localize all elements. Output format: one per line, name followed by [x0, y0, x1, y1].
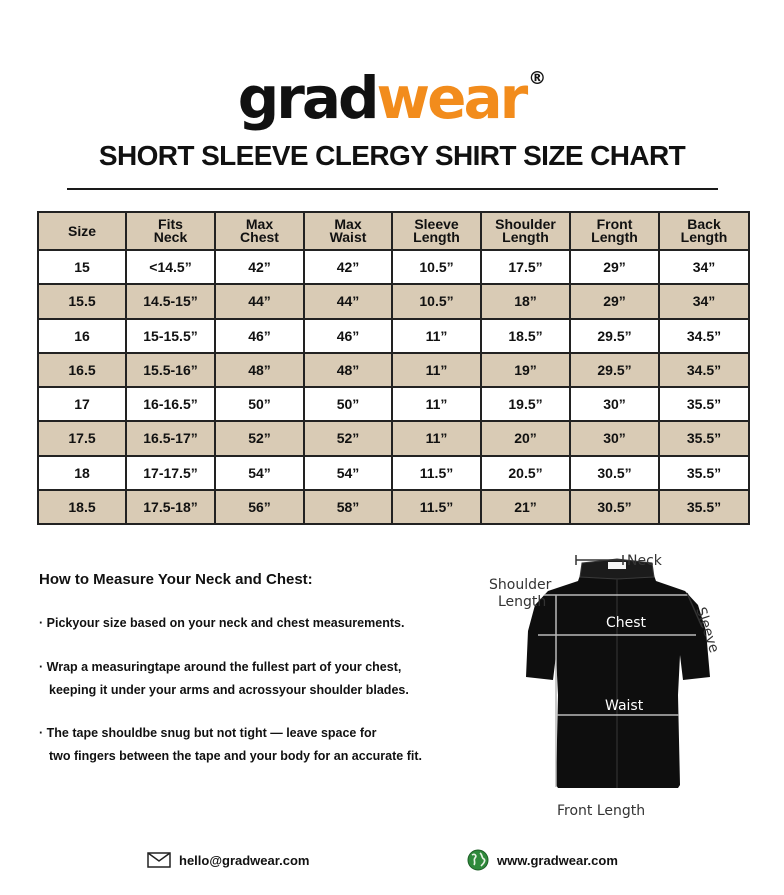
table-row	[38, 490, 749, 524]
table-cell: 17	[38, 387, 126, 421]
table-cell: 15	[38, 250, 126, 284]
page-title: SHORT SLEEVE CLERGY SHIRT SIZE CHART	[98, 140, 686, 171]
tip-line: · Pickyour size based on your neck and chest measurements.	[39, 616, 405, 630]
chest-label: Chest	[606, 615, 647, 631]
table-cell: 30.5”	[570, 490, 659, 524]
table-row	[38, 456, 749, 490]
table-row	[38, 387, 749, 421]
table-row	[38, 421, 749, 455]
table-cell: 48”	[304, 353, 392, 387]
table-cell: 15-15.5”	[126, 319, 215, 353]
header-fits-neck: Fits Neck	[126, 212, 215, 250]
table-cell: 30.5”	[570, 456, 659, 490]
header-front-length: Front Length	[570, 212, 659, 250]
tip-line: keeping it under your arms and acrossyour shoulder blades.	[49, 683, 409, 697]
table-cell: 48”	[215, 353, 304, 387]
header-back-length: Back Length	[659, 212, 749, 250]
tip-line: · The tape shouldbe snug but not tight — leave space for	[39, 726, 377, 740]
table-cell: 17.5”	[481, 250, 570, 284]
table-cell: 16.5	[38, 353, 126, 387]
front-length-label: Front Length	[557, 803, 646, 819]
table-cell: 46”	[215, 319, 304, 353]
measure-tip-1	[39, 612, 459, 635]
table-cell: 34”	[659, 250, 749, 284]
table-cell: 17.5	[38, 421, 126, 455]
tip-line: · Wrap a measuringtape around the fullest part of your chest,	[39, 660, 402, 674]
table-cell: 11.5”	[392, 490, 481, 524]
table-cell: 29.5”	[570, 319, 659, 353]
website-text[interactable]: www.gradwear.com	[497, 852, 618, 868]
logo-part-grad: grad	[237, 64, 377, 132]
header-shoulder-length: Shoulder Length	[481, 212, 570, 250]
table-cell: 35.5”	[659, 490, 749, 524]
table-cell: 18.5”	[481, 319, 570, 353]
table-cell: 35.5”	[659, 421, 749, 455]
table-cell: 35.5”	[659, 456, 749, 490]
table-cell: 17-17.5”	[126, 456, 215, 490]
table-cell: 42”	[215, 250, 304, 284]
table-cell: 56”	[215, 490, 304, 524]
registered-mark: ®	[528, 68, 547, 89]
table-cell: 10.5”	[392, 250, 481, 284]
measure-tip-2	[39, 656, 459, 702]
table-cell: 16-16.5”	[126, 387, 215, 421]
table-cell: 29”	[570, 250, 659, 284]
measure-tip-3	[39, 722, 459, 768]
table-row	[38, 250, 749, 284]
size-chart-table	[37, 211, 750, 525]
table-cell: 11”	[392, 421, 481, 455]
header-sleeve-length: Sleeve Length	[392, 212, 481, 250]
table-cell: 18.5	[38, 490, 126, 524]
table-cell: 42”	[304, 250, 392, 284]
table-cell: 30”	[570, 421, 659, 455]
shirt-illustration	[526, 567, 710, 788]
table-cell: 11”	[392, 353, 481, 387]
table-cell: 20”	[481, 421, 570, 455]
globe-icon	[467, 849, 489, 871]
table-cell: 29.5”	[570, 353, 659, 387]
table-cell: 44”	[215, 284, 304, 318]
table-cell: 52”	[215, 421, 304, 455]
table-row	[38, 353, 749, 387]
table-cell: 44”	[304, 284, 392, 318]
table-cell: 30”	[570, 387, 659, 421]
brand-logo	[0, 44, 784, 133]
table-cell: <14.5”	[126, 250, 215, 284]
table-cell: 18”	[481, 284, 570, 318]
table-row	[38, 319, 749, 353]
shoulder-label-2: Length	[498, 594, 547, 610]
table-cell: 20.5”	[481, 456, 570, 490]
header-max-waist: Max Waist	[304, 212, 392, 250]
table-cell: 34”	[659, 284, 749, 318]
table-cell: 11.5”	[392, 456, 481, 490]
table-cell: 54”	[304, 456, 392, 490]
table-row	[38, 284, 749, 318]
header-size: Size	[38, 212, 126, 250]
table-cell: 58”	[304, 490, 392, 524]
neck-label: Neck	[627, 553, 662, 569]
footer-website[interactable]	[467, 849, 618, 871]
table-cell: 54”	[215, 456, 304, 490]
logo-part-wear: wear	[376, 64, 526, 132]
table-cell: 18	[38, 456, 126, 490]
title-divider	[67, 188, 718, 190]
tip-line: two fingers between the tape and your body for an accurate fit.	[49, 749, 422, 763]
table-cell: 50”	[304, 387, 392, 421]
table-cell: 14.5-15”	[126, 284, 215, 318]
table-cell: 52”	[304, 421, 392, 455]
table-cell: 34.5”	[659, 353, 749, 387]
table-cell: 17.5-18”	[126, 490, 215, 524]
table-cell: 16	[38, 319, 126, 353]
envelope-icon	[147, 852, 171, 868]
shirt-diagram-svg	[478, 545, 748, 825]
header-max-chest: Max Chest	[215, 212, 304, 250]
table-cell: 16.5-17”	[126, 421, 215, 455]
table-cell: 50”	[215, 387, 304, 421]
table-cell: 19”	[481, 353, 570, 387]
footer-email[interactable]	[147, 849, 309, 871]
table-cell: 19.5”	[481, 387, 570, 421]
email-text[interactable]: hello@gradwear.com	[179, 852, 310, 868]
measure-heading: How to Measure Your Neck and Chest:	[39, 571, 313, 588]
shirt-measurement-diagram	[478, 545, 748, 825]
table-cell: 11”	[392, 387, 481, 421]
table-cell: 46”	[304, 319, 392, 353]
table-cell: 11”	[392, 319, 481, 353]
table-cell: 15.5	[38, 284, 126, 318]
shoulder-label-1: Shoulder	[489, 577, 552, 593]
table-cell: 10.5”	[392, 284, 481, 318]
measure-instructions	[39, 571, 469, 588]
table-header-row	[38, 212, 749, 250]
table-cell: 15.5-16”	[126, 353, 215, 387]
sleeve-label: Sleeve	[692, 605, 722, 655]
waist-label: Waist	[605, 698, 644, 714]
table-cell: 35.5”	[659, 387, 749, 421]
table-cell: 29”	[570, 284, 659, 318]
table-cell: 34.5”	[659, 319, 749, 353]
table-cell: 21”	[481, 490, 570, 524]
